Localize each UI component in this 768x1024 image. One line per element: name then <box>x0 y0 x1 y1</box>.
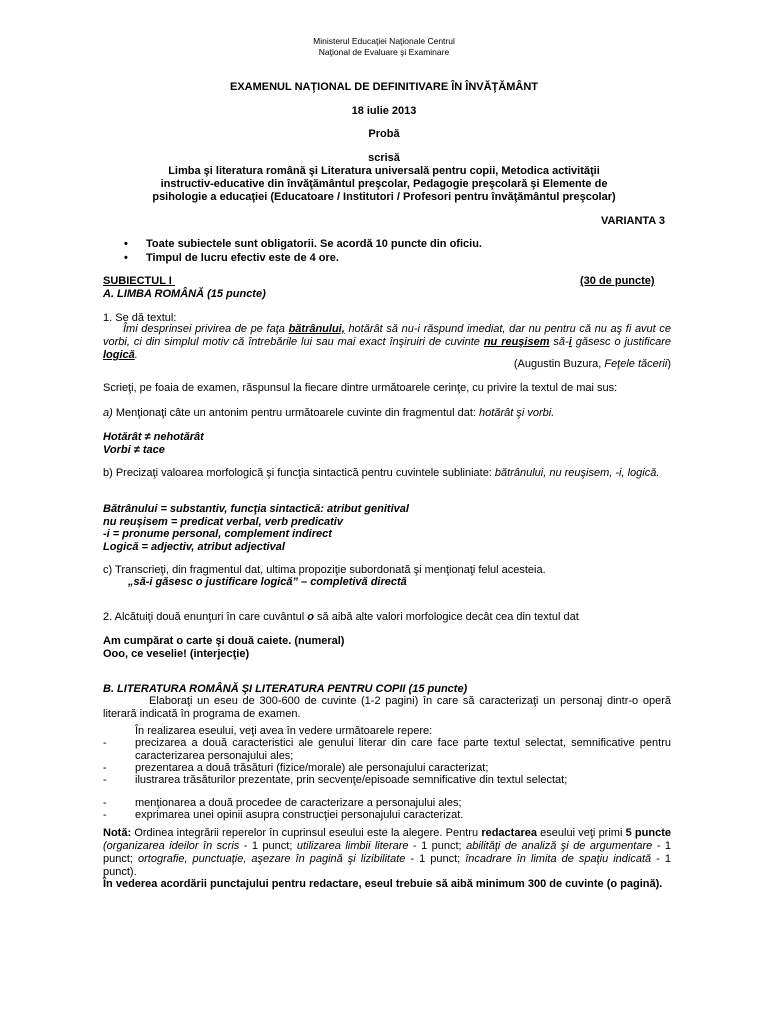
answer-2-1: Am cumpărat o carte şi două caiete. (numeral) <box>103 635 345 647</box>
subject-title-line-1: Limba şi literatura română şi Literatura universală pentru copii, Metodica activităţii <box>168 165 600 177</box>
answer-b-1: Bătrânului = substantiv, funcţia sintactică: atribut genitival <box>103 503 409 515</box>
note-bullet: • <box>124 238 128 250</box>
repere-item: - ilustrarea trăsăturilor prezentate, prin secvenţe/episoade semnificative din textul selectat; <box>103 774 568 786</box>
answer-b-4: Logică = adjectiv, atribut adjectival <box>103 541 285 553</box>
quote-source: (Augustin Buzura, Feţele tăcerii) <box>513 358 671 370</box>
repere-item: - exprimarea unei opinii asupra construcţiei personajului caracterizat. <box>103 809 464 821</box>
q1-intro: 1. Se dă textul: <box>103 312 177 324</box>
subject-title-line-2: instructiv-educative din învăţământul preşcolar, Pedagogie preşcolară şi Elemente de <box>160 178 608 190</box>
section-b-intro: Elaboraţi un eseu de 300-600 de cuvinte (1-2 pagini) în care să caracterizaţi un personaj dintr-o operă literară indicată în programa de examen. <box>103 695 671 720</box>
answer-b-2: nu reuşisem = predicat verbal, verb predicativ <box>103 516 343 528</box>
repere-item: - menţionarea a două procedee de caracterizare a personajului ales; <box>103 797 462 809</box>
question-a: a) Menţionaţi câte un antonim pentru următoarele cuvinte din fragmentul dat: hotărât şi vorbi. <box>103 407 555 419</box>
answer-a-2: Vorbi ≠ tace <box>103 444 165 456</box>
ministry-line-1: Ministerul Educaţiei Naţionale Centrul <box>313 36 455 46</box>
section-a-title: A. LIMBA ROMÂNĂ (15 puncte) <box>103 288 266 300</box>
nota-paragraph: Notă: Ordinea integrării reperelor în cuprinsul eseului este la alegere. Pentru redactarea eseului veţi primi 5 puncte (organizarea ideilor în scris - 1 punct; utilizarea limbii literare - 1 punct; abilităţi de analiză şi de argumentare - 1 punct; ortografie, punctuaţie, aşezare în pagină şi lizibilitate - 1 punct; încadrare în limita de spaţiu indicată - 1 punct). <box>103 827 671 878</box>
answer-b-3: -i = pronume personal, complement indirect <box>103 528 332 540</box>
subject-points: (30 de puncte) <box>580 275 655 287</box>
note-2: Timpul de lucru efectiv este de 4 ore. <box>146 252 339 264</box>
section-b-title: B. LITERATURA ROMÂNĂ ŞI LITERATURA PENTRU COPII (15 puncte) <box>103 683 468 695</box>
ministry-line-2: Naţional de Evaluare şi Examinare <box>318 47 450 57</box>
exam-title: EXAMENUL NAŢIONAL DE DEFINITIVARE ÎN ÎNVĂŢĂMÂNT <box>229 81 538 93</box>
variant-label: VARIANTA 3 <box>601 215 665 227</box>
note-bullet: • <box>124 252 128 264</box>
question-2: 2. Alcătuiţi două enunţuri în care cuvântul o să aibă alte valori morfologice decât cea din textul dat <box>103 611 579 623</box>
question-b: b) Precizaţi valoarea morfologică şi funcţia sintactică pentru cuvintele subliniate: bătrânului, nu reuşisem, -i, logică. <box>103 467 660 479</box>
exam-date: 18 iulie 2013 <box>351 105 417 117</box>
underlined-word: i <box>568 336 572 348</box>
answer-a-1: Hotărât ≠ nehotărât <box>103 431 204 443</box>
underlined-word: logică <box>103 349 135 361</box>
instructions: Scrieţi, pe foaia de examen, răspunsul la fiecare dintre următoarele cerinţe, cu privire la textul de mai sus: <box>103 382 618 394</box>
answer-c: „să-i găsesc o justificare logică” – completivă directă <box>128 576 407 588</box>
note-1: Toate subiectele sunt obligatorii. Se acordă 10 puncte din oficiu. <box>146 238 482 250</box>
quote-text: Îmi desprinsei privirea de pe faţa bătrânului, hotărât să nu-i răspund imediat, dar nu pentru că nu aş fi avut ce vorbi, ci din simplul motiv că întrebările lui sau mai exact înşiruiri de cuvinte nu reuşisem să-i găsesc o justificare logică. <box>103 323 671 361</box>
subject-label: SUBIECTUL I <box>103 275 172 287</box>
subject-heading <box>103 275 579 288</box>
final-requirement: În vederea acordării punctajului pentru redactare, eseul trebuie să aibă minimum 300 de cuvinte (o pagină). <box>103 878 663 890</box>
repere-item: - precizarea a două caracteristici ale genului literar din care face parte textul selectat, semnificative pentru caracterizarea personajului ales; <box>103 737 671 762</box>
underlined-word: nu reuşisem <box>483 336 550 348</box>
question-c: c) Transcrieţi, din fragmentul dat, ultima propoziţie subordonată şi menţionaţi felul acesteia. <box>103 564 546 576</box>
underlined-word: bătrânului, <box>288 323 345 335</box>
scrisa-label: scrisă <box>368 152 400 164</box>
reperes-intro: În realizarea eseului, veţi avea în vedere următoarele repere: <box>135 725 433 737</box>
proba-label: Probă <box>368 128 400 140</box>
repere-item: - prezentarea a două trăsături (fizice/morale) ale personajului caracterizat; <box>103 762 489 774</box>
answer-2-2: Ooo, ce veselie! (interjecţie) <box>103 648 250 660</box>
subject-title-line-3: psihologie a educaţiei (Educatoare / Institutori / Profesori pentru învăţământul preşcolar) <box>152 191 616 203</box>
